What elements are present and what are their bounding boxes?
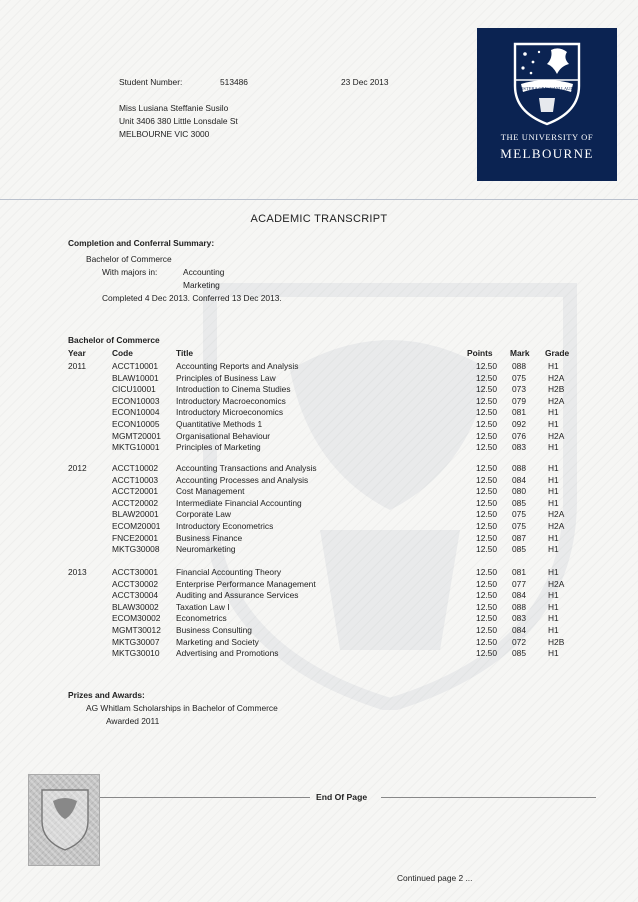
subject-title: Principles of Business Law: [176, 372, 276, 383]
subject-title: Auditing and Assurance Services: [176, 590, 299, 601]
subject-title: Accounting Processes and Analysis: [176, 474, 309, 485]
summary-degree: Bachelor of Commerce: [86, 254, 172, 264]
subject-points: 12.50: [476, 648, 497, 659]
subject-grade: H1: [548, 590, 559, 601]
subject-points: 12.50: [476, 521, 497, 531]
subject-points: 12.50: [476, 419, 497, 429]
subject-points: 12.50: [476, 474, 497, 485]
subject-code: MKTG10001: [112, 442, 160, 453]
subject-title: Organisational Behaviour: [176, 430, 271, 441]
subject-grade: H2A: [548, 521, 565, 531]
subject-grade: H2A: [548, 509, 565, 520]
subject-mark: 085: [512, 544, 526, 555]
subject-code: BLAW10001: [112, 372, 159, 383]
subject-title: Quantitative Methods 1: [176, 419, 263, 429]
svg-text:POSTERA CRESCAM LAUDE: POSTERA CRESCAM LAUDE: [517, 86, 577, 91]
subject-grade: H2A: [548, 578, 565, 589]
subject-code: MKTG30010: [112, 648, 160, 659]
subject-title: Corporate Law: [176, 509, 231, 520]
document-title: ACADEMIC TRANSCRIPT: [250, 213, 388, 225]
subject-code: BLAW30002: [112, 601, 159, 612]
summary-major: Accounting: [183, 267, 225, 277]
subject-points: 12.50: [476, 407, 497, 418]
subject-points: 12.50: [476, 532, 497, 543]
end-of-page-rule-left: [100, 797, 310, 798]
subject-points: 12.50: [476, 372, 497, 383]
subject-code: ECON10003: [112, 395, 160, 406]
column-header-grade: Grade: [545, 348, 570, 358]
subject-grade: H1: [548, 613, 559, 624]
end-of-page-marker: End Of Page: [316, 792, 368, 802]
subject-mark: 085: [512, 648, 526, 659]
subject-grade: H1: [548, 486, 559, 497]
subject-points: 12.50: [476, 361, 497, 371]
subject-title: Accounting Reports and Analysis: [176, 361, 299, 371]
summary-majors-label: With majors in:: [102, 267, 158, 277]
subject-grade: H1: [548, 474, 559, 485]
column-header-points: Points: [467, 348, 493, 358]
subject-points: 12.50: [476, 384, 497, 395]
subject-mark: 081: [512, 407, 526, 418]
subject-title: Introductory Macroeconomics: [176, 395, 286, 406]
subject-grade: H2B: [548, 636, 565, 647]
logo-text-line-2: MELBOURNE: [500, 146, 594, 161]
subject-points: 12.50: [476, 486, 497, 497]
student-number: 513486: [220, 77, 248, 87]
subject-title: Advertising and Promotions: [176, 648, 279, 659]
subject-grade: H1: [548, 567, 559, 577]
subject-mark: 075: [512, 521, 526, 531]
continued-note: Continued page 2 ...: [397, 873, 473, 883]
summary-major: Marketing: [183, 280, 220, 290]
subject-title: Business Finance: [176, 532, 243, 543]
column-header-mark: Mark: [510, 348, 530, 358]
subject-mark: 088: [512, 361, 526, 371]
subject-mark: 075: [512, 372, 526, 383]
subject-points: 12.50: [476, 590, 497, 601]
subject-mark: 080: [512, 486, 526, 497]
subject-title: Financial Accounting Theory: [176, 567, 282, 577]
summary-completion: Completed 4 Dec 2013. Conferred 13 Dec 2013.: [102, 293, 282, 303]
student-number-label: Student Number:: [119, 77, 183, 87]
column-header-code: Code: [112, 348, 133, 358]
subject-mark: 084: [512, 625, 526, 635]
subject-grade: H1: [548, 442, 559, 453]
subject-code: MKTG30008: [112, 544, 160, 555]
subject-mark: 088: [512, 463, 526, 473]
subject-mark: 072: [512, 636, 526, 647]
subject-title: Taxation Law I: [176, 601, 230, 612]
subject-mark: 077: [512, 578, 526, 589]
subject-points: 12.50: [476, 395, 497, 406]
address-line-2: MELBOURNE VIC 3000: [119, 129, 210, 139]
subject-mark: 083: [512, 442, 526, 453]
subject-points: 12.50: [476, 497, 497, 508]
subject-points: 12.50: [476, 636, 497, 647]
subject-grade: H1: [548, 497, 559, 508]
subject-grade: H1: [548, 419, 559, 429]
subject-mark: 079: [512, 395, 526, 406]
subject-title: Accounting Transactions and Analysis: [176, 463, 317, 473]
subject-grade: H1: [548, 361, 559, 371]
subject-code: MKTG30007: [112, 636, 160, 647]
subject-code: ECON10004: [112, 407, 160, 418]
subject-code: BLAW20001: [112, 509, 159, 520]
subject-points: 12.50: [476, 509, 497, 520]
subject-code: ACCT30002: [112, 578, 159, 589]
subject-code: ACCT30004: [112, 590, 159, 601]
subject-title: Introductory Econometrics: [176, 521, 274, 531]
subject-points: 12.50: [476, 578, 497, 589]
subject-code: MGMT30012: [112, 625, 161, 635]
subject-mark: 075: [512, 509, 526, 520]
subject-code: ACCT20002: [112, 497, 159, 508]
subject-mark: 085: [512, 497, 526, 508]
subject-points: 12.50: [476, 625, 497, 635]
subject-points: 12.50: [476, 613, 497, 624]
subject-grade: H2B: [548, 384, 565, 395]
subject-code: ECOM30002: [112, 613, 161, 624]
subject-mark: 073: [512, 384, 526, 395]
crest-icon: [39, 787, 91, 853]
subject-mark: 081: [512, 567, 526, 577]
crest-icon: [511, 40, 583, 126]
subject-title: Introductory Microeconomics: [176, 407, 284, 418]
subject-code: ECON10005: [112, 419, 160, 429]
subject-code: ACCT20001: [112, 486, 159, 497]
subject-points: 12.50: [476, 442, 497, 453]
column-header-year: Year: [68, 348, 86, 358]
subject-title: Enterprise Performance Management: [176, 578, 316, 589]
award-name: AG Whitlam Scholarships in Bachelor of Commerce: [86, 703, 278, 713]
subject-points: 12.50: [476, 463, 497, 473]
end-of-page-rule-right: [381, 797, 596, 798]
subject-grade: H1: [548, 407, 559, 418]
header-divider: [0, 199, 638, 200]
subject-title: Introduction to Cinema Studies: [176, 384, 291, 395]
subject-mark: 088: [512, 601, 526, 612]
subject-points: 12.50: [476, 601, 497, 612]
subject-mark: 092: [512, 419, 526, 429]
subject-code: FNCE20001: [112, 532, 159, 543]
subject-grade: H2A: [548, 430, 565, 441]
subject-grade: H2A: [548, 395, 565, 406]
subject-code: ACCT10003: [112, 474, 159, 485]
issue-date: 23 Dec 2013: [341, 77, 389, 87]
column-header-title: Title: [176, 348, 194, 358]
subject-mark: 076: [512, 430, 526, 441]
subject-points: 12.50: [476, 544, 497, 555]
subject-grade: H1: [548, 532, 559, 543]
subject-code: ACCT10002: [112, 463, 159, 473]
subject-points: 12.50: [476, 567, 497, 577]
subject-title: Marketing and Society: [176, 636, 259, 647]
subject-code: CICU10001: [112, 384, 156, 395]
subject-code: ECOM20001: [112, 521, 161, 531]
subject-title: Neuromarketing: [176, 544, 236, 555]
subject-mark: 084: [512, 590, 526, 601]
subject-grade: H1: [548, 544, 559, 555]
subject-code: MGMT20001: [112, 430, 161, 441]
year-label: 2013: [68, 567, 87, 577]
letter-header: [0, 0, 638, 200]
subject-title: Business Consulting: [176, 625, 252, 635]
course-heading: Bachelor of Commerce: [68, 335, 160, 345]
subject-grade: H1: [548, 625, 559, 635]
security-hologram-seal: [28, 774, 100, 866]
award-year: Awarded 2011: [106, 716, 160, 726]
subject-code: ACCT10001: [112, 361, 159, 371]
subject-grade: H1: [548, 601, 559, 612]
subject-code: ACCT30001: [112, 567, 159, 577]
year-label: 2012: [68, 463, 87, 473]
subject-points: 12.50: [476, 430, 497, 441]
logo-text-line-1: THE UNIVERSITY OF: [500, 132, 594, 142]
subject-mark: 083: [512, 613, 526, 624]
student-name: Miss Lusiana Steffanie Susilo: [119, 103, 229, 113]
subject-mark: 084: [512, 474, 526, 485]
subject-grade: H1: [548, 463, 559, 473]
university-logo: [477, 28, 617, 181]
subject-grade: H1: [548, 648, 559, 659]
prizes-heading: Prizes and Awards:: [68, 690, 145, 700]
subject-title: Principles of Marketing: [176, 442, 261, 453]
subject-title: Cost Management: [176, 486, 245, 497]
summary-heading: Completion and Conferral Summary:: [68, 238, 215, 248]
address-line-1: Unit 3406 380 Little Lonsdale St: [119, 116, 238, 126]
year-label: 2011: [68, 361, 87, 371]
subject-mark: 087: [512, 532, 526, 543]
subject-title: Econometrics: [176, 613, 227, 624]
subject-title: Intermediate Financial Accounting: [176, 497, 302, 508]
subject-grade: H2A: [548, 372, 565, 383]
